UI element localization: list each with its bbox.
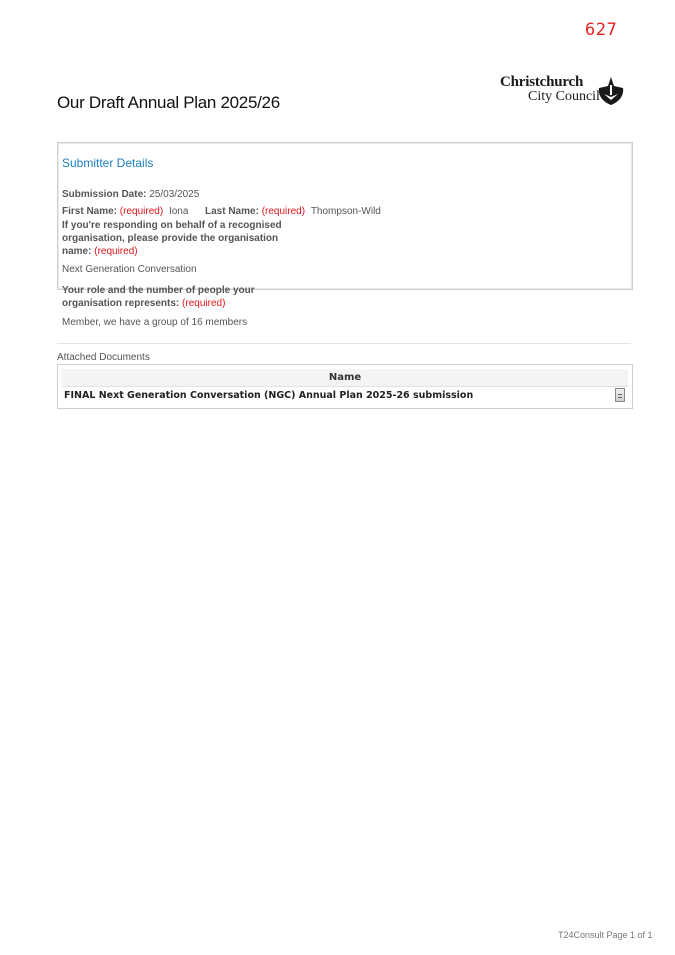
submission-date-label: Submission Date: [62,189,147,200]
submission-date-value: 25/03/2025 [149,189,200,200]
org-question [62,219,282,258]
table-row[interactable] [62,387,628,404]
page-number: 627 [585,20,618,40]
first-name-label: First Name: [62,206,118,217]
section-divider [57,343,631,344]
council-logo [500,74,628,108]
column-header-name: Name [328,372,362,383]
attached-documents-table [57,364,633,409]
first-name-value: Iona [168,206,189,217]
page-footer: T24Consult Page 1 of 1 [558,930,653,940]
document-file-icon[interactable] [615,388,625,402]
first-name-row [62,205,188,218]
last-name-row [205,205,381,218]
cathedral-logo-icon [596,76,626,106]
role-question-line1: Your role and the number of people your [62,285,255,296]
org-question-line2: organisation, please provide the organisation [62,233,279,244]
org-question-line1: If you're responding on behalf of a recognised [62,220,282,231]
attached-documents-label: Attached Documents [57,352,150,363]
org-name-value: Next Generation Conversation [62,264,197,275]
submitter-details-heading: Submitter Details [62,156,154,170]
last-name-label: Last Name: [205,206,259,217]
first-name-required: (required) [119,206,164,217]
org-name-required: (required) [94,246,138,257]
role-answer-value: Member, we have a group of 16 members [62,317,248,328]
last-name-required: (required) [261,206,306,217]
last-name-value: Thompson-Wild [310,206,381,217]
org-question-line3: name: [62,246,92,257]
logo-text-line2: City Council [528,89,600,104]
logo-text-line1: Christchurch [500,74,584,90]
document-name-link[interactable]: FINAL Next Generation Conversation (NGC) Annual Plan 2025-26 submission [64,390,474,401]
page-title: Our Draft Annual Plan 2025/26 [57,93,280,112]
role-question [62,284,255,310]
table-header [62,369,628,387]
role-required: (required) [182,298,226,309]
role-question-line2: organisation represents: [62,298,180,309]
submission-date-row [62,188,199,201]
